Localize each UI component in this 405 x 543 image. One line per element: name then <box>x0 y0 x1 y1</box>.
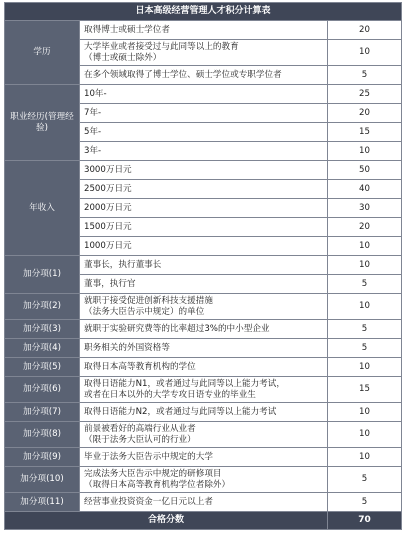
points-cell: 15 <box>328 123 402 142</box>
criteria-cell <box>80 123 328 142</box>
category-cell: 加分项(6) <box>5 377 80 403</box>
category-cell: 加分项(5) <box>5 358 80 377</box>
criteria-text: 职务相关的外国资格等 <box>84 342 170 353</box>
criteria-cell <box>80 40 328 66</box>
points-cell: 30 <box>328 199 402 218</box>
score-table-body <box>5 3 402 530</box>
points-cell: 20 <box>328 104 402 123</box>
criteria-cell <box>80 377 328 403</box>
points-cell: 10 <box>328 422 402 448</box>
points-cell: 10 <box>328 142 402 161</box>
table-row <box>5 256 402 275</box>
category-cell: 加分项(4) <box>5 339 80 358</box>
criteria-cell <box>80 218 328 237</box>
criteria-text: 2500万日元 <box>84 183 132 194</box>
table-row <box>5 358 402 377</box>
criteria-text: （博士或硕士除外） <box>84 52 162 63</box>
category-cell: 加分项(3) <box>5 320 80 339</box>
criteria-text: 经营事业投资资金一亿日元以上者 <box>84 496 213 507</box>
title-row <box>5 3 402 21</box>
criteria-text: 就职于实验研究费等的比率超过3%的中小型企业 <box>84 323 270 334</box>
criteria-text: 完成法务大臣告示中规定的研修项目 <box>84 468 222 479</box>
criteria-cell <box>80 467 328 493</box>
table-row <box>5 320 402 339</box>
table-title: 日本高级经营管理人才积分计算表 <box>5 3 402 21</box>
criteria-cell <box>80 142 328 161</box>
criteria-text: 大学毕业或者接受过与此同等以上的教育 <box>84 41 239 52</box>
criteria-text: 就职于接受促进创新科技支援措施 <box>84 295 213 306</box>
points-cell: 25 <box>328 85 402 104</box>
criteria-cell <box>80 161 328 180</box>
points-cell: 20 <box>328 21 402 40</box>
criteria-cell <box>80 493 328 512</box>
table-row <box>5 403 402 422</box>
table-row <box>5 422 402 448</box>
criteria-cell <box>80 180 328 199</box>
criteria-text: 3年- <box>84 145 102 156</box>
category-cell: 加分项(7) <box>5 403 80 422</box>
criteria-text: 10年- <box>84 88 107 99</box>
table-row <box>5 377 402 403</box>
criteria-text: 董事，执行官 <box>84 278 136 289</box>
category-cell: 加分项(2) <box>5 294 80 320</box>
criteria-cell <box>80 275 328 294</box>
points-cell: 5 <box>328 320 402 339</box>
criteria-text: 5年- <box>84 126 102 137</box>
category-cell: 加分项(1) <box>5 256 80 294</box>
points-cell: 5 <box>328 467 402 493</box>
criteria-cell <box>80 21 328 40</box>
points-cell: 5 <box>328 339 402 358</box>
points-cell: 10 <box>328 358 402 377</box>
criteria-text: 取得日语能力N2，或者通过与此同等以上能力考试 <box>84 406 277 417</box>
points-cell: 10 <box>328 294 402 320</box>
criteria-text: 7年- <box>84 107 102 118</box>
criteria-text: （法务大臣告示中规定）的单位 <box>84 306 205 317</box>
total-row <box>5 512 402 530</box>
criteria-cell <box>80 448 328 467</box>
criteria-text: 前景被看好的高端行业从业者 <box>84 423 196 434</box>
points-cell: 40 <box>328 180 402 199</box>
category-cell: 年收入 <box>5 161 80 256</box>
points-cell: 5 <box>328 493 402 512</box>
table-row <box>5 467 402 493</box>
criteria-cell <box>80 256 328 275</box>
table-row <box>5 448 402 467</box>
category-cell: 加分项(11) <box>5 493 80 512</box>
criteria-text: 在多个领域取得了博士学位、硕士学位或专职学位者 <box>84 69 282 80</box>
category-cell: 加分项(10) <box>5 467 80 493</box>
table-row <box>5 21 402 40</box>
criteria-text: 2000万日元 <box>84 202 132 213</box>
points-cell: 50 <box>328 161 402 180</box>
criteria-text: 1000万日元 <box>84 240 132 251</box>
total-points: 70 <box>328 512 402 530</box>
criteria-text: 取得博士或硕士学位者 <box>84 24 170 35</box>
points-cell: 10 <box>328 448 402 467</box>
category-cell: 职业经历(管理经验) <box>5 85 80 161</box>
criteria-cell <box>80 339 328 358</box>
table-row <box>5 161 402 180</box>
score-table-wrapper <box>4 2 401 530</box>
criteria-cell <box>80 358 328 377</box>
points-cell: 15 <box>328 377 402 403</box>
points-cell: 20 <box>328 218 402 237</box>
criteria-cell <box>80 237 328 256</box>
criteria-cell <box>80 294 328 320</box>
table-row <box>5 85 402 104</box>
points-cell: 10 <box>328 40 402 66</box>
category-cell: 加分项(9) <box>5 448 80 467</box>
criteria-text: （限于法务大臣认可的行业） <box>84 434 196 445</box>
criteria-text: 毕业于法务大臣告示中规定的大学 <box>84 451 213 462</box>
criteria-cell <box>80 66 328 85</box>
criteria-cell <box>80 85 328 104</box>
points-cell: 10 <box>328 403 402 422</box>
score-table <box>4 2 402 530</box>
points-cell: 5 <box>328 66 402 85</box>
total-label: 合格分数 <box>5 512 328 530</box>
table-row <box>5 493 402 512</box>
criteria-text: （取得日本高等教育机构学位者除外） <box>84 479 231 490</box>
category-cell: 学历 <box>5 21 80 85</box>
criteria-text: 取得日本高等教育机构的学位 <box>84 361 196 372</box>
criteria-cell <box>80 422 328 448</box>
category-cell: 加分项(8) <box>5 422 80 448</box>
criteria-cell <box>80 320 328 339</box>
criteria-text: 3000万日元 <box>84 164 132 175</box>
criteria-text: 取得日语能力N1，或者通过与此同等以上能力考试， <box>84 378 285 389</box>
criteria-text: 1500万日元 <box>84 221 132 232</box>
criteria-cell <box>80 403 328 422</box>
criteria-cell <box>80 199 328 218</box>
criteria-text: 董事长，执行董事长 <box>84 259 162 270</box>
points-cell: 10 <box>328 237 402 256</box>
criteria-cell <box>80 104 328 123</box>
criteria-text: 或者在日本以外的大学专攻日语专业的毕业生 <box>84 389 256 400</box>
points-cell: 10 <box>328 256 402 275</box>
points-cell: 5 <box>328 275 402 294</box>
table-row <box>5 294 402 320</box>
table-row <box>5 339 402 358</box>
